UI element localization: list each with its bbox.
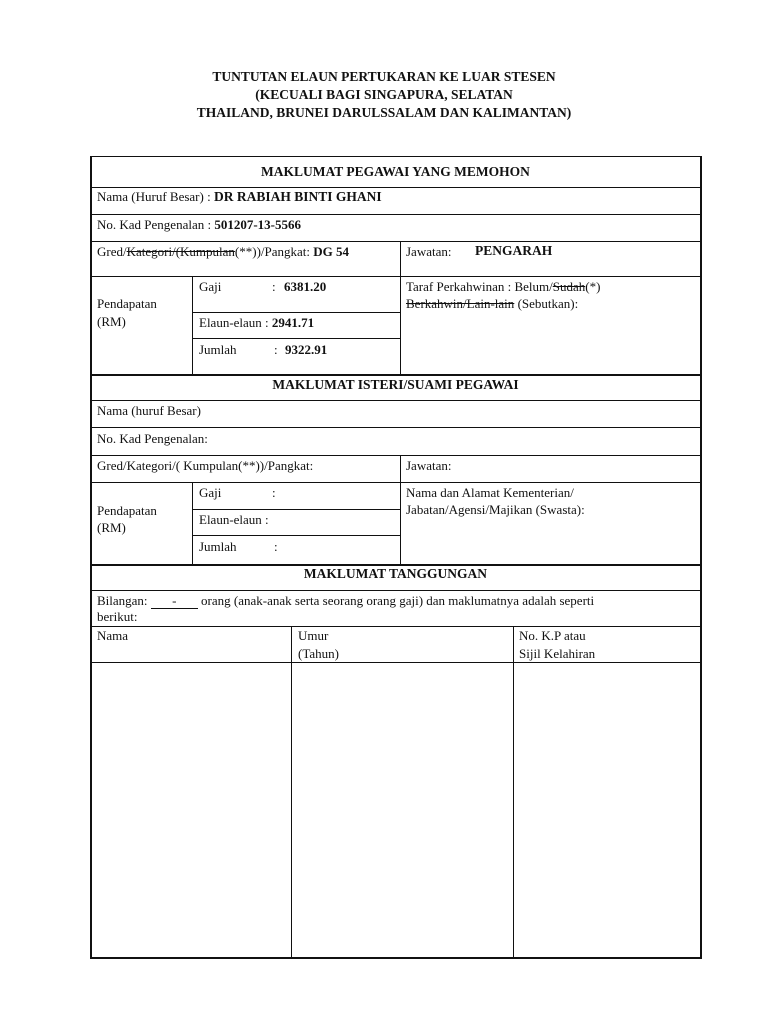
taraf-perkahwinan-line2 [406,296,578,312]
col-header-umur: Umur [298,628,329,643]
elaun-pegawai-value: 2941.71 [271,315,315,330]
gaji-pasangan-label: Gaji [199,485,222,500]
taraf-star: (*) [585,279,601,294]
nama-pegawai-value: DR RABIAH BINTI GHANI [213,189,382,204]
gaji-pegawai-label: Gaji [199,279,222,294]
majikan-label-line2: Jabatan/Agensi/Majikan (Swasta): [406,502,585,517]
kp-pasangan-label: No. Kad Pengenalan: [97,431,208,446]
jumlah-pegawai-label: Jumlah [199,342,237,357]
section-header-pasangan: MAKLUMAT ISTERI/SUAMI PEGAWAI [272,377,519,392]
nama-pasangan-label: Nama (huruf Besar) [97,403,201,418]
nama-pegawai-row [97,189,382,205]
rm-pasangan-label: (RM) [97,520,126,535]
gred-struck-text: Kategori/(Kumpulan [126,244,235,259]
kp-pegawai-label: No. Kad Pengenalan : [97,217,212,232]
gaji-pasangan-colon: : [272,485,276,500]
bilangan-rest: orang (anak-anak serta seorang orang gaji) dan maklumatnya adalah seperti [201,593,595,608]
bilangan-value: - [151,594,198,609]
kp-pegawai-value: 501207-13-5566 [214,217,302,232]
section-header-pegawai: MAKLUMAT PEGAWAI YANG MEMOHON [261,164,530,179]
form-title-line3: THAILAND, BRUNEI DARULSSALAM DAN KALIMANTAN) [196,105,572,120]
elaun-pasangan-label: Elaun-elaun : [199,512,269,527]
taraf-sebutkan: (Sebutkan): [517,296,579,311]
gred-suffix: (**))/Pangkat: [234,244,311,259]
jawatan-pegawai-label: Jawatan: [406,244,452,259]
elaun-pegawai-label: Elaun-elaun : [199,315,269,330]
gaji-pegawai-value: 6381.20 [284,279,327,294]
col-header-tahun: (Tahun) [298,646,339,661]
pendapatan-pegawai-label: Pendapatan [97,296,157,311]
bilangan-line1 [97,593,594,609]
nama-pegawai-label: Nama (Huruf Besar) : [97,189,211,204]
col-header-nama: Nama [97,628,129,643]
taraf-struck-sudah: Sudah [552,279,586,294]
kp-pegawai-row [97,217,301,233]
pendapatan-pasangan-label: Pendapatan [97,503,157,518]
elaun-pegawai-row [199,315,314,331]
taraf-struck-berkahwin: Berkahwin/Lain-lain [406,296,515,311]
col-header-kp: No. K.P atau [519,628,586,643]
jawatan-pasangan-label: Jawatan: [406,458,452,473]
form-title-line1: TUNTUTAN ELAUN PERTUKARAN KE LUAR STESEN [212,69,556,84]
form-title-line2: (KECUALI BAGI SINGAPURA, SELATAN [255,87,513,102]
gred-pegawai-row [97,244,349,260]
jumlah-pegawai-value: 9322.91 [285,342,328,357]
jumlah-pasangan-label: Jumlah [199,539,237,554]
col-header-sijil: Sijil Kelahiran [519,646,596,661]
gred-pegawai-value: DG 54 [313,244,350,259]
gred-pasangan-label: Gred/Kategori/( Kumpulan(**))/Pangkat: [97,458,314,473]
majikan-label-line1: Nama dan Alamat Kementerian/ [406,485,574,500]
jumlah-pasangan-colon: : [274,539,278,554]
bilangan-label: Bilangan: [97,593,148,608]
tanggungan-table-body [91,663,700,957]
jumlah-colon: : [274,342,278,357]
gaji-colon: : [272,279,276,294]
bilangan-line2: berikut: [97,609,138,624]
section-header-tanggungan: MAKLUMAT TANGGUNGAN [303,566,488,581]
rm-pegawai-label: (RM) [97,314,126,329]
taraf-label: Taraf Perkahwinan : Belum/ [406,279,553,294]
gred-prefix: Gred/ [97,244,127,259]
taraf-perkahwinan-line1 [406,279,600,295]
jawatan-pegawai-value: PENGARAH [475,243,553,258]
